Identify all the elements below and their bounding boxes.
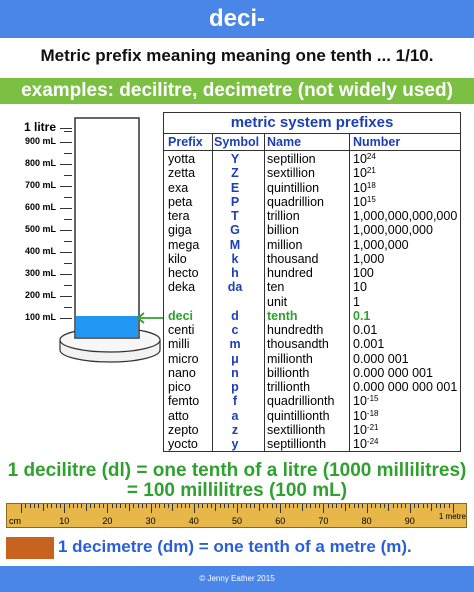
ruler-tick bbox=[345, 504, 346, 511]
cell-name: sextillion bbox=[267, 166, 315, 181]
ruler-number: 60 bbox=[275, 516, 286, 526]
ruler-tick bbox=[431, 504, 432, 511]
ruler-tick bbox=[181, 504, 182, 508]
column-divider bbox=[349, 133, 350, 452]
number-exponent: -21 bbox=[366, 422, 379, 432]
ruler-tick bbox=[211, 504, 212, 508]
ruler-tick bbox=[328, 504, 329, 508]
cell-number bbox=[353, 352, 409, 366]
cylinder-tick bbox=[60, 252, 72, 253]
ruler-tick bbox=[185, 504, 186, 508]
cell-prefix: tera bbox=[168, 209, 190, 223]
cell-symbol: n bbox=[231, 365, 239, 380]
ruler-tick bbox=[423, 504, 424, 508]
cylinder-minor-tick bbox=[64, 175, 72, 176]
cell-name: thousand bbox=[267, 251, 319, 266]
cell-prefix: centi bbox=[168, 323, 195, 337]
cell-prefix: giga bbox=[168, 223, 192, 238]
number-base: 0.001 bbox=[353, 337, 385, 352]
ruler-tick bbox=[250, 504, 251, 508]
cylinder-mark-label: 200 mL bbox=[24, 290, 56, 300]
cell-number bbox=[353, 266, 374, 280]
ruler-tick bbox=[38, 504, 39, 508]
cell-number bbox=[353, 166, 376, 180]
cylinder-mark-label: 900 mL bbox=[24, 136, 56, 146]
cylinder-tube bbox=[75, 118, 139, 338]
ruler-tick bbox=[233, 504, 234, 508]
cell-prefix: zepto bbox=[168, 422, 199, 437]
cylinder-tick bbox=[60, 296, 72, 297]
number-base: 100 bbox=[353, 266, 374, 280]
cell-name: tenth bbox=[267, 308, 298, 323]
header-prefix: Prefix bbox=[168, 135, 203, 149]
cell-prefix: pico bbox=[168, 380, 191, 394]
ruler-tick bbox=[401, 504, 402, 508]
cell-name: septillion bbox=[267, 152, 316, 166]
cell-name: trillion bbox=[267, 209, 300, 223]
ruler-tick bbox=[367, 504, 368, 513]
cell-symbol: da bbox=[227, 280, 243, 295]
ruler-tick bbox=[177, 504, 178, 508]
header-name: Name bbox=[267, 135, 302, 149]
cylinder-tick bbox=[60, 186, 72, 187]
ruler-tick bbox=[336, 504, 337, 508]
ruler-tick bbox=[34, 504, 35, 508]
cell-name: septillionth bbox=[267, 437, 327, 451]
ruler-tick bbox=[202, 504, 203, 508]
ruler-tick bbox=[319, 504, 320, 508]
metre-ruler bbox=[6, 503, 467, 528]
number-base: 10 bbox=[353, 166, 367, 181]
ruler-tick bbox=[393, 504, 394, 508]
cylinder-tick bbox=[60, 128, 72, 129]
number-exponent: 15 bbox=[366, 194, 376, 204]
ruler-tick bbox=[64, 504, 65, 513]
cell-prefix: deci bbox=[168, 308, 194, 323]
cylinder-tick bbox=[60, 164, 72, 165]
number-exponent: -18 bbox=[366, 408, 379, 418]
cylinder-mark-label: 600 mL bbox=[24, 202, 56, 212]
ruler-number: 50 bbox=[232, 516, 243, 526]
cell-number bbox=[353, 181, 376, 195]
cylinder-tick bbox=[60, 230, 72, 231]
number-base: 1,000 bbox=[353, 251, 385, 266]
cylinder-minor-tick bbox=[64, 307, 72, 308]
page-title: deci- bbox=[0, 0, 474, 38]
cylinder-tick bbox=[60, 142, 72, 143]
copyright-footer: © Jenny Eather 2015 bbox=[0, 566, 474, 592]
number-base: 10 bbox=[353, 194, 367, 209]
number-base: 10 bbox=[353, 394, 367, 409]
cell-symbol: a bbox=[231, 408, 239, 423]
number-base: 1,000,000 bbox=[353, 237, 409, 252]
cell-symbol: f bbox=[232, 394, 238, 409]
cylinder-tick bbox=[60, 208, 72, 209]
cylinder-minor-tick bbox=[64, 131, 72, 132]
number-exponent: 24 bbox=[366, 152, 376, 161]
ruler-number: 80 bbox=[361, 516, 372, 526]
ruler-tick bbox=[280, 504, 281, 513]
ruler-tick bbox=[272, 504, 273, 508]
subtitle: Metric prefix meaning meaning one tenth ... 1/10. bbox=[40, 46, 434, 65]
ruler-tick bbox=[198, 504, 199, 508]
ruler-tick bbox=[354, 504, 355, 508]
ruler-tick bbox=[323, 504, 324, 513]
ruler-tick bbox=[155, 504, 156, 508]
cylinder-mark-label: 700 mL bbox=[24, 180, 56, 190]
cell-symbol: P bbox=[230, 194, 240, 209]
cell-symbol: Y bbox=[230, 152, 240, 166]
ruler-tick bbox=[103, 504, 104, 508]
ruler-tick bbox=[77, 504, 78, 508]
number-base: 0.000 000 000 001 bbox=[353, 380, 458, 394]
cell-symbol: M bbox=[229, 237, 241, 252]
cylinder-tick bbox=[60, 274, 72, 275]
number-base: 10 bbox=[353, 152, 367, 166]
ruler-tick bbox=[418, 504, 419, 508]
ruler-tick bbox=[215, 504, 216, 511]
cylinder-minor-tick bbox=[64, 197, 72, 198]
cell-symbol: p bbox=[231, 380, 239, 394]
ruler-end-label: 1 metre bbox=[438, 512, 466, 521]
ruler-tick bbox=[349, 504, 350, 508]
cell-name: billion bbox=[267, 223, 299, 238]
ruler-tick bbox=[94, 504, 95, 508]
ruler-tick bbox=[194, 504, 195, 513]
cell-name: hundredth bbox=[267, 323, 324, 337]
cell-symbol: z bbox=[231, 422, 239, 437]
ruler-tick bbox=[168, 504, 169, 508]
ruler-tick bbox=[81, 504, 82, 508]
cell-name: thousandth bbox=[267, 337, 329, 352]
cell-number bbox=[353, 209, 457, 223]
cell-number bbox=[353, 152, 376, 166]
ruler-tick bbox=[172, 504, 173, 511]
cell-number bbox=[353, 409, 378, 423]
cell-prefix: hecto bbox=[168, 266, 199, 280]
cell-number bbox=[353, 437, 378, 451]
ruler-tick bbox=[228, 504, 229, 508]
cell-symbol: c bbox=[231, 323, 239, 337]
number-base: 1 bbox=[353, 294, 360, 309]
ruler-tick bbox=[267, 504, 268, 508]
cell-name: ten bbox=[267, 280, 285, 295]
ruler-tick bbox=[362, 504, 363, 508]
ruler-tick bbox=[120, 504, 121, 508]
cell-prefix: yotta bbox=[168, 152, 196, 166]
cell-name: million bbox=[267, 237, 303, 252]
ruler-tick bbox=[358, 504, 359, 508]
ruler-tick bbox=[414, 504, 415, 508]
ruler-tick bbox=[25, 504, 26, 508]
ruler-tick bbox=[43, 504, 44, 511]
number-base: 0.01 bbox=[353, 323, 378, 337]
column-divider bbox=[212, 133, 213, 452]
ruler-tick bbox=[384, 504, 385, 508]
number-base: 1,000,000,000,000 bbox=[353, 209, 458, 223]
ruler-tick bbox=[56, 504, 57, 508]
cell-number bbox=[353, 238, 409, 252]
cell-name: trillionth bbox=[267, 380, 311, 394]
ruler-tick bbox=[375, 504, 376, 508]
ruler-tick bbox=[133, 504, 134, 508]
number-base: 10 bbox=[353, 437, 367, 451]
ruler-tick bbox=[138, 504, 139, 508]
ruler-tick bbox=[47, 504, 48, 508]
ruler-tick bbox=[107, 504, 108, 513]
cell-prefix: micro bbox=[168, 351, 199, 366]
decimetre-definition: 1 decimetre (dm) = one tenth of a metre (m). bbox=[58, 537, 412, 556]
ruler-number: 20 bbox=[102, 516, 113, 526]
cell-symbol: y bbox=[231, 437, 239, 451]
ruler-number: 30 bbox=[145, 516, 156, 526]
ruler-tick bbox=[436, 504, 437, 508]
cell-prefix: yocto bbox=[168, 437, 198, 451]
ruler-tick bbox=[60, 504, 61, 508]
ruler-tick bbox=[246, 504, 247, 508]
ruler-tick bbox=[397, 504, 398, 508]
number-base: 0.000 000 001 bbox=[353, 365, 433, 380]
cylinder-minor-tick bbox=[64, 285, 72, 286]
number-exponent: 18 bbox=[366, 180, 376, 190]
ruler-tick bbox=[289, 504, 290, 508]
cell-number bbox=[353, 423, 378, 437]
cylinder-minor-tick bbox=[64, 219, 72, 220]
cell-prefix: exa bbox=[168, 180, 189, 195]
ruler-tick bbox=[207, 504, 208, 508]
cell-symbol: E bbox=[230, 180, 240, 195]
ruler-tick bbox=[159, 504, 160, 508]
ruler-tick bbox=[90, 504, 91, 508]
cell-prefix: nano bbox=[168, 365, 196, 380]
cylinder-minor-tick bbox=[64, 153, 72, 154]
cylinder-mark-label: 1 litre bbox=[23, 120, 56, 134]
cell-prefix: atto bbox=[168, 408, 189, 423]
cell-symbol: h bbox=[231, 266, 239, 280]
cell-name: sextillionth bbox=[267, 422, 326, 437]
cell-number bbox=[353, 337, 384, 351]
ruler-tick bbox=[449, 504, 450, 508]
ruler-tick bbox=[276, 504, 277, 508]
cell-symbol: μ bbox=[231, 351, 239, 366]
ruler-number: 90 bbox=[404, 516, 415, 526]
ruler-tick bbox=[73, 504, 74, 508]
ruler-tick bbox=[51, 504, 52, 508]
cell-number bbox=[353, 295, 360, 309]
header-bottom-rule bbox=[163, 150, 461, 151]
ruler-tick bbox=[224, 504, 225, 508]
cell-symbol: m bbox=[229, 337, 241, 352]
ruler-tick bbox=[341, 504, 342, 508]
number-base: 1,000,000,000 bbox=[353, 223, 433, 238]
ruler-tick bbox=[440, 504, 441, 508]
ruler-tick bbox=[405, 504, 406, 508]
cell-prefix: zetta bbox=[168, 166, 196, 181]
ruler-tick bbox=[380, 504, 381, 508]
cell-symbol: d bbox=[231, 308, 239, 323]
ruler-number: 10 bbox=[59, 516, 70, 526]
cell-symbol: Z bbox=[231, 166, 239, 181]
decilitre-equivalent: = 100 millilitres (100 mL) bbox=[126, 480, 348, 501]
cell-name: millionth bbox=[267, 351, 313, 366]
ruler-number: 70 bbox=[318, 516, 329, 526]
cell-prefix: milli bbox=[168, 337, 190, 352]
ruler-tick bbox=[129, 504, 130, 511]
cell-number bbox=[353, 394, 378, 408]
cell-number bbox=[353, 366, 433, 380]
ruler-tick bbox=[332, 504, 333, 508]
ruler-tick bbox=[237, 504, 238, 513]
header-number: Number bbox=[353, 135, 401, 149]
cell-name: quadrillion bbox=[267, 194, 324, 209]
ruler-tick bbox=[164, 504, 165, 508]
ruler-tick bbox=[306, 504, 307, 508]
cylinder-mark-label: 500 mL bbox=[24, 224, 56, 234]
number-exponent: 21 bbox=[366, 166, 376, 176]
number-base: 10 bbox=[353, 280, 367, 295]
decilitre-definition: 1 decilitre (dl) = one tenth of a litre (1000 millilitres) bbox=[7, 460, 467, 481]
ruler-tick bbox=[112, 504, 113, 508]
number-base: 0.1 bbox=[353, 308, 371, 323]
ruler-tick bbox=[146, 504, 147, 508]
ruler-tick bbox=[241, 504, 242, 508]
cell-number bbox=[353, 223, 433, 237]
ruler-tick bbox=[444, 504, 445, 508]
cylinder-minor-tick bbox=[64, 263, 72, 264]
ruler-tick bbox=[427, 504, 428, 508]
measuring-cylinder bbox=[0, 112, 165, 372]
ruler-tick bbox=[410, 504, 411, 513]
cylinder-mark-label: 800 mL bbox=[24, 158, 56, 168]
ruler-tick bbox=[302, 504, 303, 511]
cell-number bbox=[353, 280, 367, 294]
header-symbol: Symbol bbox=[214, 135, 260, 149]
column-divider bbox=[264, 133, 265, 452]
cell-name: quadrillionth bbox=[267, 394, 335, 409]
ruler-unit-label: cm bbox=[9, 516, 21, 526]
ruler-tick bbox=[151, 504, 152, 513]
number-base: 10 bbox=[353, 422, 367, 437]
cell-prefix: deka bbox=[168, 280, 196, 295]
ruler-tick bbox=[259, 504, 260, 511]
table-title: metric system prefixes bbox=[230, 114, 394, 131]
cell-name: quintillion bbox=[267, 180, 320, 195]
cylinder-mark-label: 300 mL bbox=[24, 268, 56, 278]
ruler-tick bbox=[69, 504, 70, 508]
cell-number bbox=[353, 380, 457, 394]
decimetre-swatch bbox=[6, 537, 54, 559]
ruler-tick bbox=[254, 504, 255, 508]
ruler-tick bbox=[371, 504, 372, 508]
cell-name: unit bbox=[267, 294, 288, 309]
ruler-tick bbox=[285, 504, 286, 508]
cylinder-mark-label: 100 mL bbox=[24, 312, 56, 322]
ruler-tick bbox=[293, 504, 294, 508]
ruler-number: 40 bbox=[188, 516, 199, 526]
cell-symbol: T bbox=[231, 209, 239, 223]
cylinder-graphic bbox=[0, 112, 165, 372]
ruler-tick bbox=[99, 504, 100, 508]
cell-name: hundred bbox=[267, 266, 313, 280]
ruler-tick bbox=[189, 504, 190, 508]
ruler-tick bbox=[116, 504, 117, 508]
ruler-tick bbox=[297, 504, 298, 508]
cell-prefix: kilo bbox=[168, 251, 187, 266]
examples-banner: examples: decilitre, decimetre (not widely used) bbox=[0, 78, 474, 104]
cell-symbol: G bbox=[230, 223, 240, 238]
ruler-tick bbox=[125, 504, 126, 508]
ruler-tick bbox=[315, 504, 316, 508]
ruler-tick bbox=[21, 504, 22, 513]
cylinder-mark-label: 400 mL bbox=[24, 246, 56, 256]
ruler-tick bbox=[142, 504, 143, 508]
number-base: 10 bbox=[353, 408, 367, 423]
cylinder-liquid bbox=[76, 316, 138, 337]
cell-number bbox=[353, 195, 376, 209]
cell-prefix: peta bbox=[168, 194, 193, 209]
ruler-tick bbox=[310, 504, 311, 508]
ruler-tick bbox=[388, 504, 389, 511]
number-exponent: -24 bbox=[366, 437, 379, 446]
cell-symbol: k bbox=[231, 251, 239, 266]
cell-number bbox=[353, 323, 377, 337]
cell-number bbox=[353, 309, 370, 323]
cell-number bbox=[353, 252, 384, 266]
ruler-tick bbox=[86, 504, 87, 511]
ruler-tick bbox=[30, 504, 31, 508]
cell-name: billionth bbox=[267, 365, 310, 380]
ruler-tick bbox=[263, 504, 264, 508]
cell-prefix: mega bbox=[168, 237, 200, 252]
ruler-tick bbox=[220, 504, 221, 508]
header-top-rule bbox=[163, 133, 461, 134]
cell-prefix: femto bbox=[168, 394, 200, 409]
cylinder-minor-tick bbox=[64, 241, 72, 242]
number-exponent: -15 bbox=[366, 394, 379, 404]
number-base: 0.000 001 bbox=[353, 351, 409, 366]
number-base: 10 bbox=[353, 180, 367, 195]
cylinder-tick bbox=[60, 318, 72, 319]
cell-name: quintillionth bbox=[267, 408, 330, 423]
